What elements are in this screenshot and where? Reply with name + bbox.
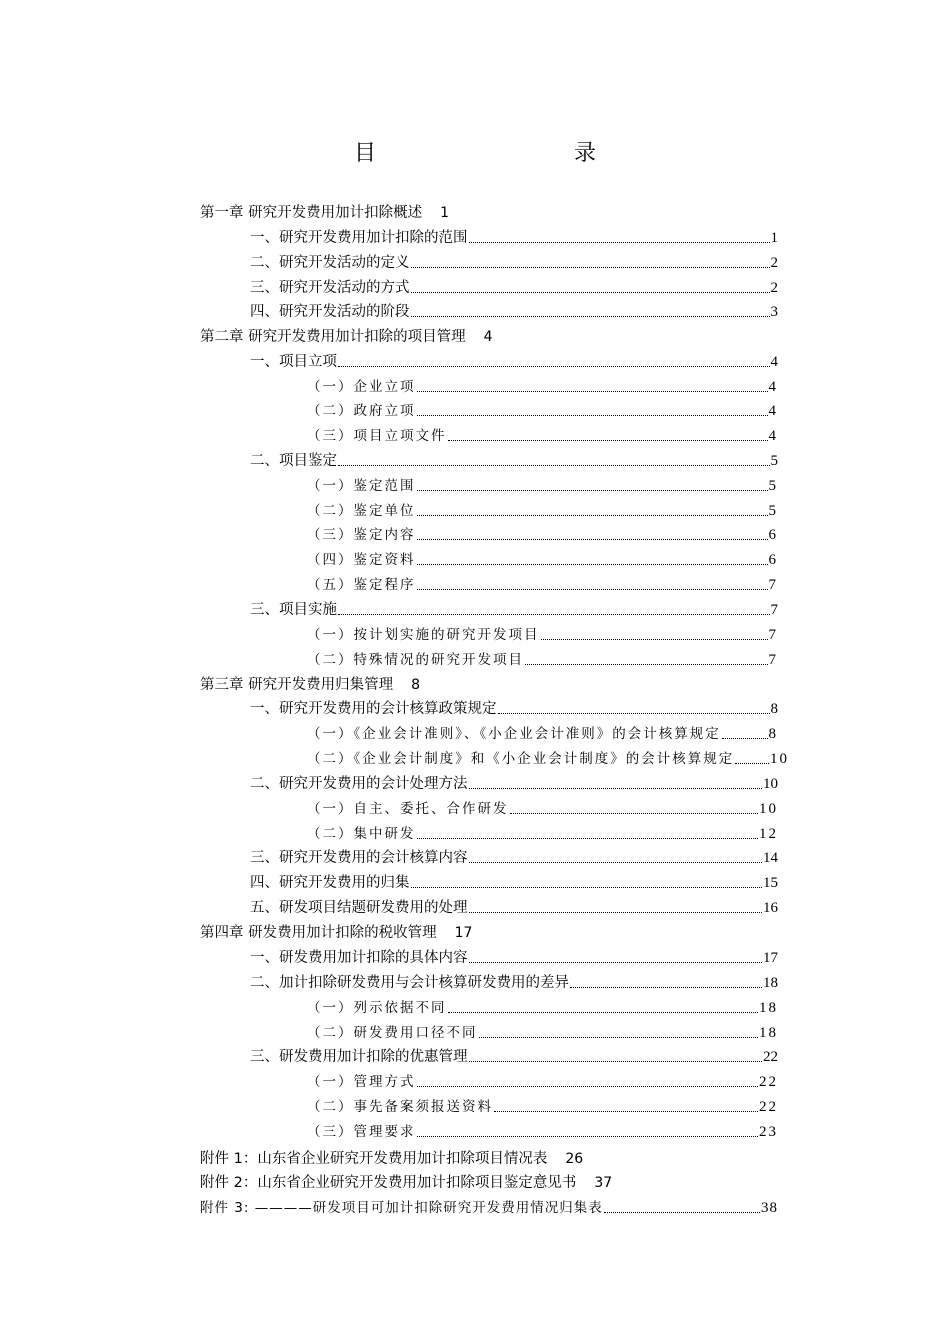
toc-entry[interactable]	[250, 774, 778, 794]
toc-entry[interactable]	[250, 699, 778, 719]
toc-page-number: 1	[770, 230, 778, 246]
toc-entry[interactable]	[250, 948, 778, 968]
toc-entry[interactable]	[307, 377, 778, 397]
toc-entry[interactable]	[200, 1173, 612, 1193]
dot-leader	[411, 267, 770, 268]
toc-label: （一）列示依据不同	[307, 1000, 447, 1016]
toc-entry[interactable]	[200, 1149, 583, 1169]
dot-leader	[570, 987, 762, 988]
toc-page-number: 7	[768, 652, 778, 668]
toc-label: （二）特殊情况的研究开发项目	[307, 652, 524, 668]
toc-entry[interactable]	[307, 525, 778, 545]
toc-entry[interactable]	[250, 973, 778, 993]
dot-leader	[417, 1086, 759, 1087]
toc-page-number: 5	[770, 453, 778, 469]
toc-label: 第三章 研究开发费用归集管理	[200, 677, 394, 693]
toc-label: 二、研究开发活动的定义	[250, 255, 410, 271]
toc-page-number: 10	[759, 801, 778, 817]
toc-entry[interactable]	[307, 1072, 778, 1092]
dot-leader	[525, 664, 768, 665]
toc-page-number: 10	[763, 776, 778, 792]
dot-leader	[469, 962, 763, 963]
toc-label: 一、研究开发费用的会计核算政策规定	[250, 701, 497, 717]
toc-page-number: 18	[763, 975, 778, 991]
toc-label: 附件 3: ————研发项目可加计扣除研究开发费用情况归集表	[200, 1200, 603, 1216]
toc-page-number: 12	[759, 826, 778, 842]
toc-label: 二、研究开发费用的会计处理方法	[250, 776, 468, 792]
toc-entry[interactable]	[307, 749, 789, 769]
toc-label: （三）项目立项文件	[307, 428, 447, 444]
toc-label: 四、研究开发费用的归集	[250, 875, 410, 891]
toc-entry[interactable]	[200, 923, 472, 943]
toc-page-number: 7	[768, 627, 778, 643]
dot-leader	[417, 539, 768, 540]
dot-leader	[469, 912, 763, 913]
toc-page-number: 5	[768, 503, 778, 519]
toc-entry[interactable]	[250, 1047, 778, 1067]
toc-page-number: 17	[763, 950, 778, 966]
toc-entry[interactable]	[307, 799, 778, 819]
toc-label: （一）按计划实施的研究开发项目	[307, 627, 540, 643]
toc-entry[interactable]	[250, 451, 778, 471]
toc-page-number: 7	[768, 577, 778, 593]
toc-entry[interactable]	[307, 824, 778, 844]
dot-leader	[411, 316, 770, 317]
dot-leader	[448, 1012, 759, 1013]
toc-entry[interactable]	[307, 1097, 778, 1117]
dot-leader	[417, 391, 768, 392]
toc-entry[interactable]	[250, 253, 778, 273]
toc-page-number: 4	[768, 403, 778, 419]
dot-leader	[541, 639, 768, 640]
toc-label: 三、研发费用加计扣除的优惠管理	[250, 1049, 468, 1065]
toc-label: 五、研发项目结题研发费用的处理	[250, 900, 468, 916]
toc-label: （五）鉴定程序	[307, 577, 416, 593]
toc-entry[interactable]	[307, 575, 778, 595]
toc-entry[interactable]	[250, 600, 778, 620]
toc-page-number: 2	[770, 255, 778, 271]
toc-page-number: 8	[770, 701, 778, 717]
toc-page-number: 6	[768, 527, 778, 543]
dot-leader	[411, 292, 770, 293]
dot-leader	[494, 1111, 758, 1112]
dot-leader	[722, 738, 768, 739]
toc-label: （二）政府立项	[307, 403, 416, 419]
toc-page-number: 2	[770, 280, 778, 296]
dot-leader	[469, 242, 770, 243]
toc-entry[interactable]	[250, 898, 778, 918]
toc-label: 二、加计扣除研发费用与会计核算研发费用的差异	[250, 975, 569, 991]
toc-page-number: 18	[759, 1000, 778, 1016]
toc-page-number: 6	[768, 552, 778, 568]
toc-label: （三）管理要求	[307, 1124, 416, 1140]
toc-page-number: 15	[763, 875, 778, 891]
toc-label: 第四章 研发费用加计扣除的税收管理	[200, 925, 437, 941]
toc-page-number: 16	[763, 900, 778, 916]
toc-page-number: 37	[594, 1175, 613, 1191]
toc-page-number: 23	[759, 1124, 778, 1140]
toc-entry[interactable]	[250, 848, 778, 868]
toc-label: 附件 2：山东省企业研究开发费用加计扣除项目鉴定意见书	[200, 1175, 577, 1191]
toc-page-number: 10	[770, 751, 789, 767]
dot-leader	[469, 862, 763, 863]
toc-page-number: 1	[440, 205, 450, 221]
dot-leader	[411, 887, 763, 888]
toc-label: （四）鉴定资料	[307, 552, 416, 568]
toc-entry[interactable]	[307, 426, 778, 446]
dot-leader	[417, 490, 768, 491]
toc-page-number: 14	[763, 850, 778, 866]
toc-label: 一、研究开发费用加计扣除的范围	[250, 230, 468, 246]
toc-label: 四、研究开发活动的阶段	[250, 304, 410, 320]
toc-entry[interactable]	[307, 724, 778, 744]
toc-label: 二、项目鉴定	[250, 453, 337, 469]
dot-leader	[417, 415, 768, 416]
toc-entry[interactable]	[250, 302, 778, 322]
toc-entry[interactable]	[200, 1198, 778, 1218]
toc-label: 三、研究开发费用的会计核算内容	[250, 850, 468, 866]
dot-leader	[510, 813, 759, 814]
toc-page-number: 5	[768, 478, 778, 494]
toc-page-number: 3	[770, 304, 778, 320]
toc-entry[interactable]	[307, 501, 778, 521]
toc-page-number: 18	[759, 1025, 778, 1041]
toc-page-number: 8	[768, 726, 778, 742]
toc-entry[interactable]	[250, 352, 778, 372]
toc-entry[interactable]	[200, 327, 493, 347]
toc-label: （二）集中研发	[307, 826, 416, 842]
toc-label: 第二章 研究开发费用加计扣除的项目管理	[200, 329, 466, 345]
dot-leader	[417, 564, 768, 565]
toc-page-number: 22	[759, 1099, 778, 1115]
toc-label: （一）《企业会计准则》、《小企业会计准则》的会计核算规定	[307, 726, 721, 742]
toc-page-number: 4	[483, 329, 493, 345]
toc-page-number: 7	[770, 602, 778, 618]
toc-label: 一、项目立项	[250, 354, 337, 370]
dot-leader	[498, 713, 770, 714]
dot-leader	[338, 366, 770, 367]
toc-entry[interactable]	[307, 1122, 778, 1142]
dot-leader	[735, 763, 769, 764]
dot-leader	[479, 1037, 759, 1038]
toc-page-number: 22	[763, 1049, 778, 1065]
toc-label: 一、研发费用加计扣除的具体内容	[250, 950, 468, 966]
toc-page-number: 17	[454, 925, 473, 941]
toc-entry[interactable]	[307, 476, 778, 496]
toc-entry[interactable]	[200, 675, 420, 695]
dot-leader	[604, 1212, 760, 1213]
dot-leader	[417, 589, 768, 590]
toc-page-number: 26	[565, 1151, 584, 1167]
dot-leader	[448, 440, 768, 441]
toc-entry[interactable]	[307, 1023, 778, 1043]
toc-entry[interactable]	[307, 650, 778, 670]
toc-label: （二）鉴定单位	[307, 503, 416, 519]
toc-page-number: 4	[770, 354, 778, 370]
toc-entry[interactable]	[307, 998, 778, 1018]
dot-leader	[338, 465, 770, 466]
toc-label: （一）鉴定范围	[307, 478, 416, 494]
dot-leader	[417, 515, 768, 516]
toc-entry[interactable]	[307, 625, 778, 645]
toc-entry[interactable]	[307, 401, 778, 421]
toc-page-number: 38	[761, 1200, 778, 1216]
toc-label: 第一章 研究开发费用加计扣除概述	[200, 205, 423, 221]
toc-label: （一）企业立项	[307, 379, 416, 395]
dot-leader	[417, 838, 759, 839]
dot-leader	[469, 1061, 763, 1062]
toc-label: （二）事先备案须报送资料	[307, 1099, 493, 1115]
toc-page-number: 8	[411, 677, 421, 693]
toc-page-number: 4	[768, 428, 778, 444]
toc-page-number: 22	[759, 1074, 778, 1090]
toc-label: 三、项目实施	[250, 602, 337, 618]
toc-entry[interactable]	[200, 203, 449, 223]
toc-label: （二）《企业会计制度》和《小企业会计制度》的会计核算规定	[307, 751, 735, 767]
dot-leader	[417, 1136, 759, 1137]
toc-label: （三）鉴定内容	[307, 527, 416, 543]
dot-leader	[469, 788, 763, 789]
toc-entry[interactable]	[307, 550, 778, 570]
toc-label: （二）研发费用口径不同	[307, 1025, 478, 1041]
dot-leader	[338, 614, 770, 615]
toc-label: （一）自主、委托、合作研发	[307, 801, 509, 817]
toc-page-number: 4	[768, 379, 778, 395]
toc-label: 三、研究开发活动的方式	[250, 280, 410, 296]
toc-entry[interactable]	[250, 278, 778, 298]
page-title: 目 录	[353, 141, 684, 166]
toc-entry[interactable]	[250, 873, 778, 893]
toc-label: 附件 1：山东省企业研究开发费用加计扣除项目情况表	[200, 1151, 548, 1167]
toc-entry[interactable]	[250, 228, 778, 248]
toc-label: （一）管理方式	[307, 1074, 416, 1090]
